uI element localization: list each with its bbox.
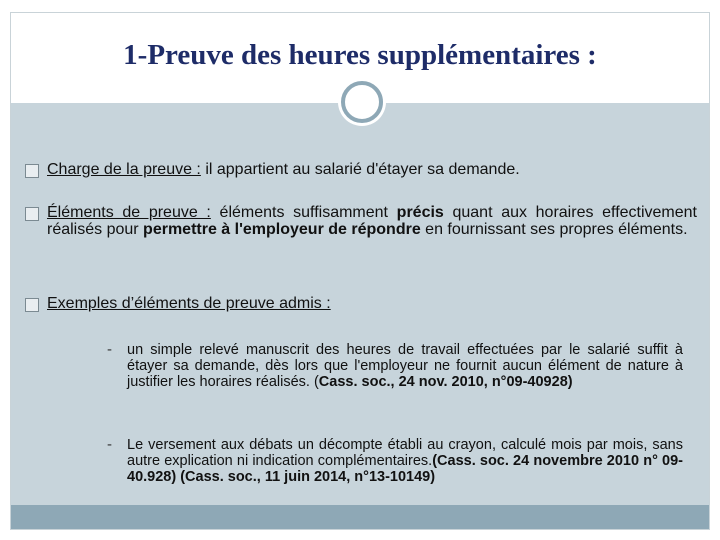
- circle-ornament-icon: [341, 81, 383, 123]
- square-bullet-icon: [25, 298, 39, 312]
- bullet-charge-preuve: [25, 161, 697, 178]
- example-text: [127, 437, 683, 485]
- example-item: [107, 342, 683, 390]
- bullet-text: [47, 204, 697, 238]
- bullet-label: Éléments de preuve :: [47, 204, 211, 221]
- bullet-body: en fournissant ses propres éléments.: [420, 221, 688, 238]
- bullet-label: Charge de la preuve :: [47, 161, 201, 178]
- example-body: Le versement aux débats un décompte établi au crayon, calculé mois par mois, sans autre explication ni indication complémentaires.: [127, 437, 683, 469]
- dash-marker: -: [107, 341, 112, 358]
- bullet-body: éléments suffisamment: [210, 204, 397, 221]
- bullet-emphasis: précis: [396, 204, 444, 221]
- bullet-text: [47, 161, 697, 178]
- bullet-body: quant aux horaires effectivement réalisés pour: [47, 204, 698, 238]
- bullet-emphasis: permettre à l'employeur de répondre: [143, 221, 421, 238]
- bullet-exemples: [25, 295, 697, 312]
- square-bullet-icon: [25, 207, 39, 221]
- example-citation: (Cass. soc. 24 novembre 2010 n° 09-40.928) (Cass. soc., 11 juin 2014, n°13-10149): [127, 453, 683, 485]
- bullet-elements-preuve: [25, 204, 697, 238]
- bullet-label: Exemples d’éléments de preuve admis :: [47, 295, 331, 312]
- example-text: [127, 342, 683, 390]
- example-citation: Cass. soc., 24 nov. 2010, n°09-40928): [318, 374, 573, 390]
- dash-marker: -: [107, 436, 112, 453]
- slide-frame: [10, 12, 710, 530]
- bullet-body: il appartient au salarié d'étayer sa demande.: [200, 161, 520, 178]
- example-item: [107, 437, 683, 485]
- bottom-band: [11, 505, 709, 529]
- slide-title: 1-Preuve des heures supplémentaires :: [123, 39, 597, 71]
- square-bullet-icon: [25, 164, 39, 178]
- content-area: [11, 103, 709, 505]
- example-body: un simple relevé manuscrit des heures de travail effectuées par le salarié suffit à étayer sa demande, dès lors que l'employeur ne fournit aucun élément de nature à justifier les horaires réalisés. (: [127, 342, 683, 390]
- bullet-text: [47, 295, 697, 312]
